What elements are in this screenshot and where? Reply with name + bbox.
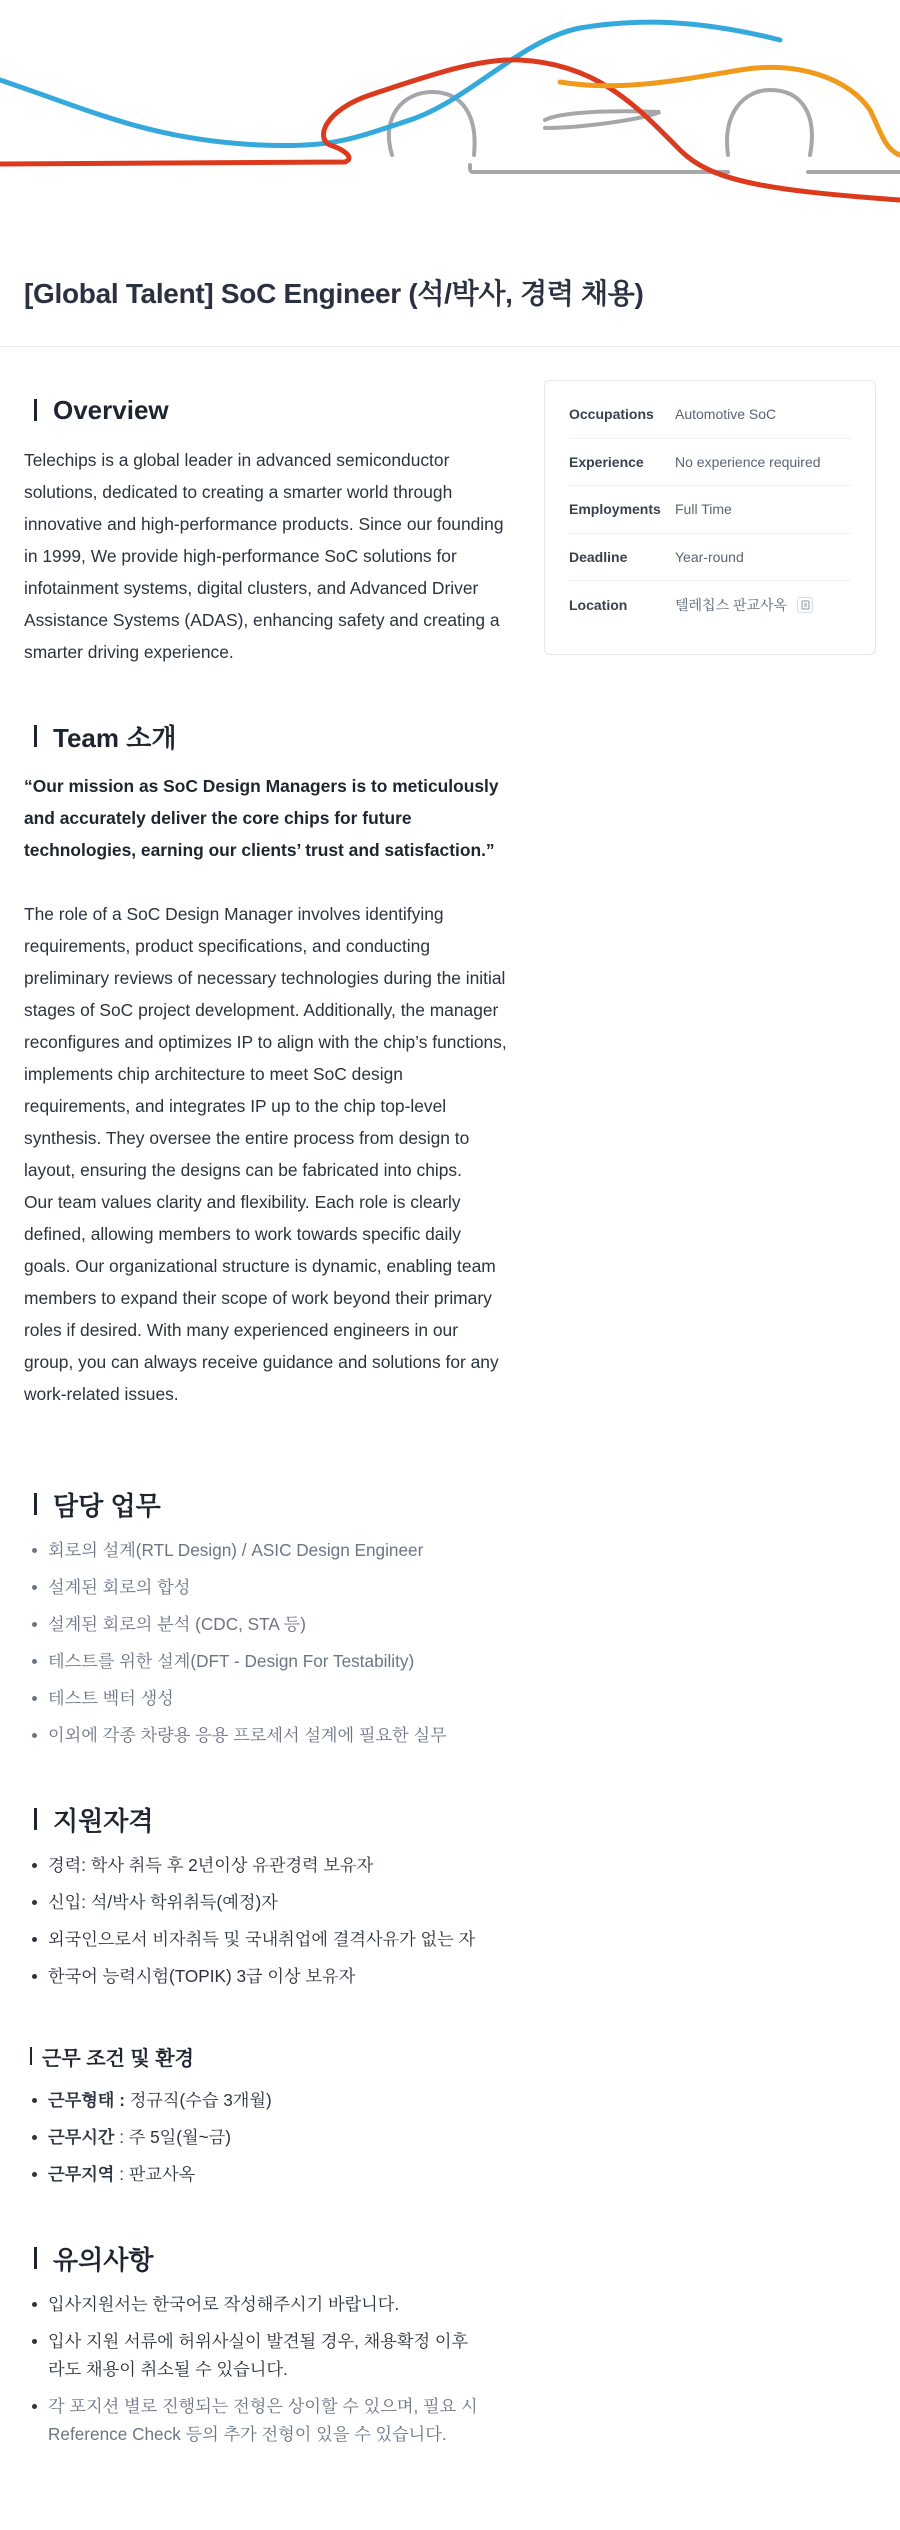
list-item: 경력: 학사 취득 후 2년이상 유관경력 보유자 xyxy=(24,1851,510,1879)
notes-heading-text: 유의사항 xyxy=(53,2244,154,2275)
duties-heading xyxy=(24,1484,510,1524)
list-item: 설계된 회로의 분석 (CDC, STA 등) xyxy=(24,1610,510,1638)
summary-value: Year-round xyxy=(675,548,744,565)
summary-value: Automotive SoC xyxy=(675,406,777,423)
summary-key: Employments xyxy=(569,501,661,518)
summary-row-experience xyxy=(569,439,851,487)
condition-value: : 판교사옥 xyxy=(114,2164,196,2184)
summary-value-location xyxy=(675,595,813,615)
summary-key: Location xyxy=(569,596,628,613)
title-divider xyxy=(0,346,900,347)
list-item xyxy=(24,2160,510,2188)
summary-row-location xyxy=(569,581,851,629)
red-swoosh-line xyxy=(0,60,900,200)
heading-bar xyxy=(34,725,37,747)
condition-label: 근무지역 xyxy=(48,2164,115,2184)
list-item: 한국어 능력시험(TOPIK) 3급 이상 보유자 xyxy=(24,1962,510,1990)
overview-heading xyxy=(24,390,510,430)
summary-key: Experience xyxy=(569,453,644,470)
team-heading-text: Team 소개 xyxy=(53,722,177,753)
list-item: 설계된 회로의 합성 xyxy=(24,1573,510,1601)
summary-key: Deadline xyxy=(569,548,628,565)
summary-row-deadline xyxy=(569,534,851,582)
notes-list xyxy=(24,2290,484,2448)
job-summary-card xyxy=(544,380,876,655)
hero-car-illustration xyxy=(0,0,900,220)
list-item xyxy=(24,2123,510,2151)
heading-bar xyxy=(34,2247,37,2269)
qualifications-heading-text: 지원자격 xyxy=(53,1805,154,1836)
summary-key: Occupations xyxy=(569,406,654,423)
heading-bar xyxy=(34,1808,37,1830)
list-item: 입사지원서는 한국어로 작성해주시기 바랍니다. xyxy=(24,2290,484,2318)
qualifications-list xyxy=(24,1851,510,1990)
list-item: 각 포지션 별로 진행되는 전형은 상이할 수 있으며, 필요 시 Reference Check 등의 추가 전형이 있을 수 있습니다. xyxy=(24,2392,484,2448)
location-text: 텔레칩스 판교사옥 xyxy=(675,596,788,613)
list-item: 신입: 석/박사 학위취득(예정)자 xyxy=(24,1888,510,1916)
team-mission: “Our mission as SoC Design Managers is to meticulously and accurately deliver the core chips for future technologies, earning our clients’ trust and satisfaction.” xyxy=(24,776,499,860)
condition-value: 정규직(수습 3개월) xyxy=(124,2090,272,2110)
conditions-heading xyxy=(24,2040,510,2072)
list-item: 이외에 각종 차량용 응용 프로세서 설계에 필요한 실무 xyxy=(24,1721,510,1749)
summary-value: Full Time xyxy=(675,501,732,518)
duties-heading-text: 담당 업무 xyxy=(53,1490,161,1521)
list-item: 테스트를 위한 설계(DFT - Design For Testability) xyxy=(24,1647,510,1675)
summary-value: No experience required xyxy=(675,453,821,470)
team-heading xyxy=(24,716,510,756)
list-item: 외국인으로서 비자취득 및 국내취업에 결격사유가 없는 자 xyxy=(24,1925,510,1953)
condition-label: 근무형태 : xyxy=(48,2090,125,2110)
qualifications-heading xyxy=(24,1799,510,1839)
car-floor-line-2 xyxy=(470,165,476,172)
condition-label: 근무시간 xyxy=(48,2127,115,2147)
summary-row-employments xyxy=(569,486,851,534)
job-description xyxy=(24,390,510,2448)
condition-value: : 주 5일(월~금) xyxy=(114,2127,231,2147)
conditions-list xyxy=(24,2086,510,2188)
heading-bar xyxy=(34,1493,37,1515)
list-item xyxy=(24,2086,510,2114)
heading-bar xyxy=(34,399,37,421)
summary-row-occupations xyxy=(569,391,851,439)
overview-heading-text: Overview xyxy=(53,394,169,425)
list-item: 회로의 설계(RTL Design) / ASIC Design Engineer xyxy=(24,1536,510,1564)
list-item: 테스트 벡터 생성 xyxy=(24,1684,510,1712)
job-title: [Global Talent] SoC Engineer (석/박사, 경력 채용) xyxy=(24,278,644,309)
notes-heading xyxy=(24,2238,510,2278)
duties-list xyxy=(24,1536,510,1749)
conditions-heading-text: 근무 조건 및 환경 xyxy=(42,2047,194,2070)
overview-body: Telechips is a global leader in advanced semiconductor solutions, dedicated to creating a smarter world through innovative and high-performance products. Since our founding in 1999, We provide high-performance SoC solutions for infotainment systems, digital clusters, and Advanced Driver Assistance Systems (ADAS), enhancing safety and creating a smarter driving experience. xyxy=(24,450,504,662)
team-para-1: The role of a SoC Design Manager involves identifying requirements, product specifications, and conducting preliminary reviews of necessary technologies during the initial stages of SoC project development. Additionally, the manager reconfigures and optimizes IP to align with the chip’s functions, implements chip architecture to meet SoC design requirements, and integrates IP up to the chip top-level synthesis. They oversee the entire process from design to layout, ensuring the designs can be fabricated into chips. xyxy=(24,904,507,1180)
heading-bar xyxy=(30,2047,32,2065)
list-item: 입사 지원 서류에 허위사실이 발견될 경우, 채용확정 이후라도 채용이 취소될 수 있습니다. xyxy=(24,2327,484,2383)
team-para-2: Our team values clarity and flexibility. Each role is clearly defined, allowing members to work towards specific daily goals. Our organizational structure is dynamic, enabling team members to expand their scope of work beyond their primary roles if desired. With many experienced engineers in our group, you can always receive guidance and solutions for any work-related issues. xyxy=(24,1192,499,1404)
car-front-wheel-arc xyxy=(727,90,812,155)
copy-address-icon[interactable] xyxy=(797,597,813,613)
